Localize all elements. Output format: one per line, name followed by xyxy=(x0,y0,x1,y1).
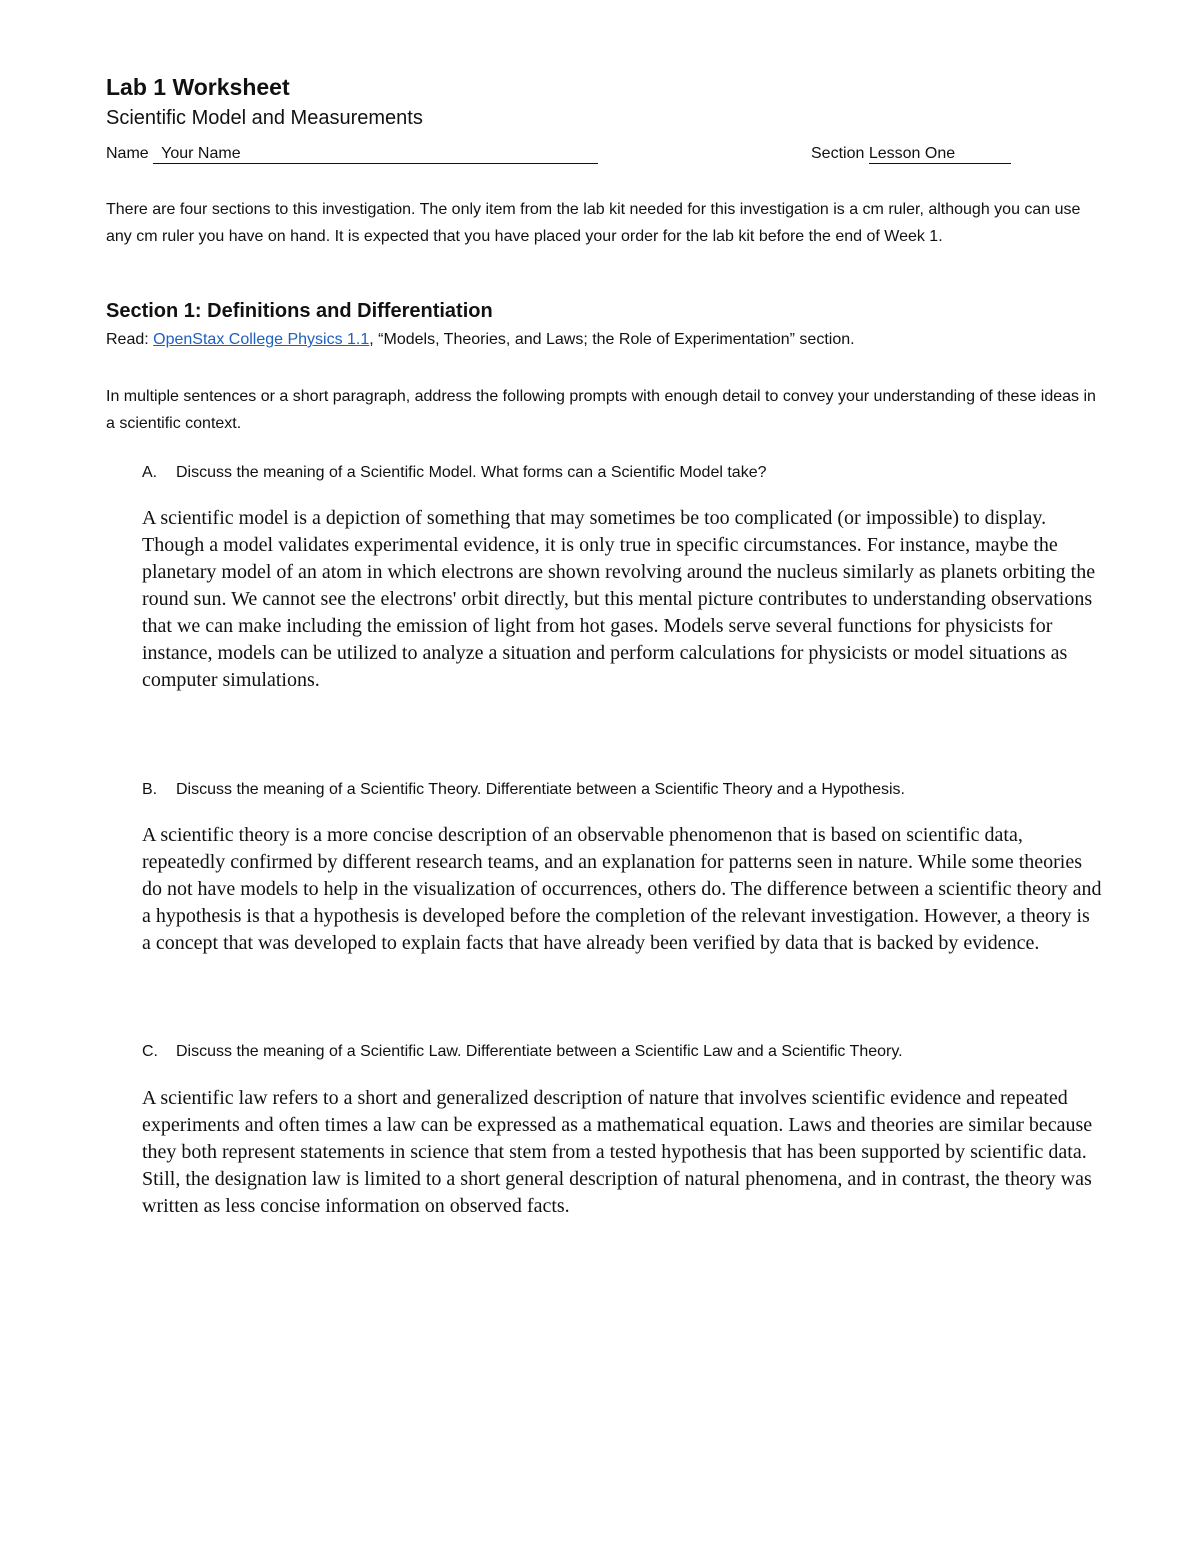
question-b xyxy=(142,781,1122,799)
name-label: Name xyxy=(106,145,149,162)
question-prompt: Discuss the meaning of a Scientific Theory. Differentiate between a Scientific Theory and a Hypothesis. xyxy=(176,781,905,798)
question-letter: C. xyxy=(142,1043,158,1060)
reading-instruction xyxy=(106,331,1106,349)
question-c xyxy=(142,1043,1122,1061)
section-value[interactable]: Lesson One xyxy=(869,145,1011,164)
read-label: Read: xyxy=(106,331,149,348)
prompt-instructions: In multiple sentences or a short paragraph, address the following prompts with enough detail to convey your understanding of these ideas in a scientific context. xyxy=(106,388,1096,432)
read-rest: , “Models, Theories, and Laws; the Role of Experimentation” section. xyxy=(369,331,855,348)
page-subtitle: Scientific Model and Measurements xyxy=(106,107,423,129)
name-field-row xyxy=(106,145,601,164)
answer-a: A scientific model is a depiction of something that may sometimes be too complicated (or impossible) to display. Though a model validates experimental evidence, it is only true in specific circumstances. For instance, maybe the planetary model of an atom in which electrons are shown revolving around the nucleus similarly as planets orbiting the round sun. We cannot see the electrons' orbit directly, but this mental picture contributes to understanding observations that we can make including the emission of light from hot gases. Models serve several functions for physicists for instance, models can be utilized to analyze a situation and perform calculations for physicists or model situations as computer simulations. xyxy=(142,507,1096,691)
question-prompt: Discuss the meaning of a Scientific Law. Differentiate between a Scientific Law and a Scientific Theory. xyxy=(176,1043,903,1060)
question-letter: A. xyxy=(142,464,158,481)
openstax-link[interactable]: OpenStax College Physics 1.1 xyxy=(153,331,370,348)
answer-b: A scientific theory is a more concise description of an observable phenomenon that is based on scientific data, repeatedly confirmed by different research teams, and an explanation for patterns seen in nature. While some theories do not have models to help in the visualization of occurrences, others do. The difference between a scientific theory and a hypothesis is that a hypothesis is developed before the completion of the relevant investigation. However, a theory is a concept that was developed to explain facts that have already been verified by data that is backed by evidence. xyxy=(142,824,1102,954)
section-field-row xyxy=(811,145,1011,164)
section-heading: Section 1: Definitions and Differentiation xyxy=(106,300,493,322)
question-letter: B. xyxy=(142,781,158,798)
intro-paragraph: There are four sections to this investigation. The only item from the lab kit needed for this investigation is a cm ruler, although you can use any cm ruler you have on hand. It is expected that you have placed your order for the lab kit before the end of Week 1. xyxy=(106,201,1081,245)
question-prompt: Discuss the meaning of a Scientific Model. What forms can a Scientific Model take? xyxy=(176,464,767,481)
section-label: Section xyxy=(811,145,865,162)
question-a xyxy=(142,464,1122,482)
answer-c: A scientific law refers to a short and generalized description of nature that involves scientific evidence and repeated experiments and often times a law can be expressed as a mathematical equation. Laws and theories are similar because they both represent statements in science that stem from a tested hypothesis that has been supported by scientific data. Still, the designation law is limited to a short general description of natural phenomena, and in contrast, the theory was written as less concise information on observed facts. xyxy=(142,1087,1093,1217)
page-title: Lab 1 Worksheet xyxy=(106,74,290,100)
name-value[interactable]: Your Name xyxy=(153,145,598,164)
